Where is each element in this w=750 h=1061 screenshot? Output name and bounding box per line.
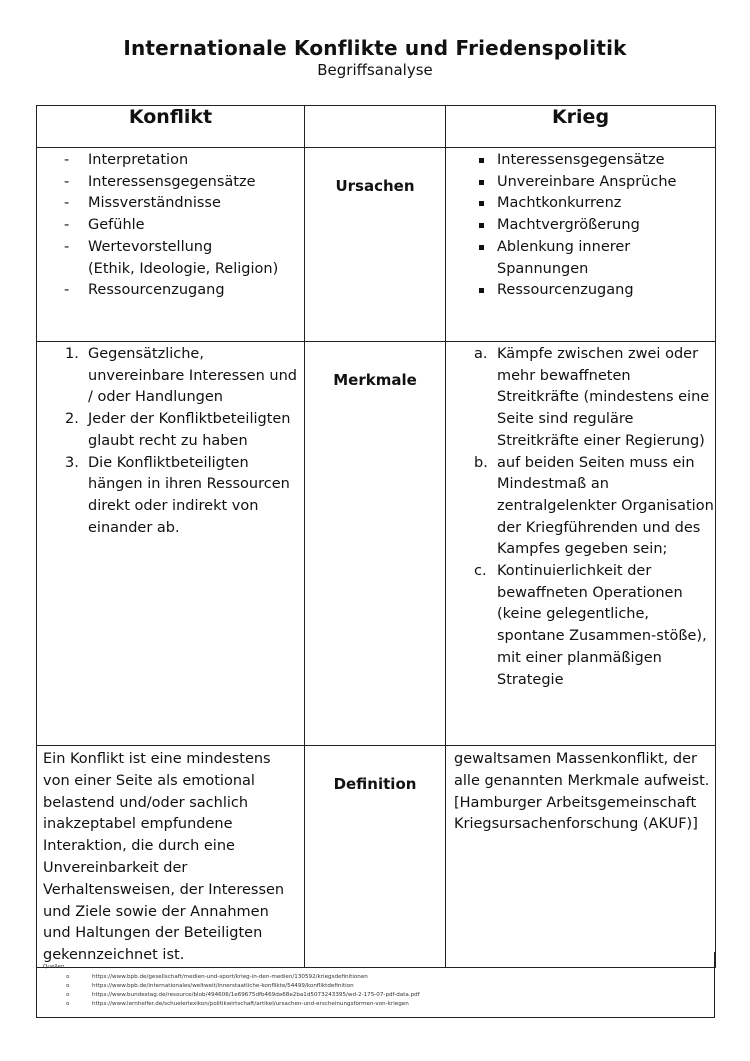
definition-label-cell — [305, 746, 446, 968]
list-item — [37, 453, 304, 540]
list-item — [446, 344, 715, 453]
list-item — [446, 561, 715, 691]
source-bullet: o — [66, 974, 70, 980]
row-label-merkmale: Merkmale — [333, 371, 417, 389]
sources-label: Quellen — [43, 964, 65, 970]
list-marker: a. — [474, 346, 488, 362]
source-link[interactable]: https://www.lernhelfer.de/schuelerlexikon/politikwirtschaft/artikel/ursachen-und-erscheinungsformen-von-kriegen — [92, 1001, 409, 1007]
list-item-text: Jeder der Konfliktbeteiligten glaubt recht zu haben — [88, 411, 291, 449]
source-link[interactable]: https://www.bpb.de/internationales/weltweit/innerstaatliche-konflikte/54499/konfliktdefinition — [92, 983, 354, 989]
source-link[interactable]: https://www.bpb.de/gesellschaft/medien-und-sport/krieg-in-den-medien/130592/kriegsdefinitionen — [92, 974, 368, 980]
list-marker: b. — [474, 454, 488, 471]
definition-konflikt-text: Ein Konflikt ist eine mindestens von einer Seite als emotional belastend und/oder sachlich inakzeptabel empfundene Interaktion, die durch eine Unvereinbarkeit der Verhaltensweisen, der Interessen und Ziele sowie der Annahmen und Haltungen der Beteiligten gekennzeichnet ist. — [43, 751, 285, 964]
list-item — [37, 344, 304, 409]
list-item: - Missverständnisse — [37, 193, 304, 215]
list-item: - Interessensgegensätze — [37, 172, 304, 194]
source-bullet: o — [66, 1001, 70, 1007]
list-item: Interessensgegensätze — [446, 150, 715, 172]
source-link[interactable]: https://www.bundestag.de/resource/blob/494606/1e69675dfb469da68e2ba1d5073243395/wd-2-175-07-pdf-data.pdf — [92, 992, 420, 998]
ursachen-konflikt-list — [37, 150, 304, 302]
row-ursachen — [37, 148, 716, 342]
list-item: Ablenkung innerer Spannungen — [446, 237, 715, 280]
merkmale-konflikt-list — [37, 344, 304, 539]
list-item-text: Gegensätzliche, unvereinbare Interessen und / oder Handlungen — [88, 346, 297, 406]
definition-konflikt-cell — [37, 746, 305, 968]
row-merkmale — [37, 342, 716, 746]
list-item: - Interpretation — [37, 150, 304, 172]
list-item — [37, 237, 304, 280]
source-bullet: o — [66, 992, 70, 998]
list-marker: 2. — [65, 411, 79, 428]
list-item — [37, 409, 304, 452]
sources-box — [36, 952, 715, 1018]
comparison-table — [36, 105, 716, 968]
ursachen-krieg-list — [446, 150, 715, 302]
ursachen-label-cell — [305, 148, 446, 342]
ursachen-konflikt-cell — [37, 148, 305, 342]
merkmale-krieg-list — [446, 344, 715, 691]
ursachen-krieg-cell — [446, 148, 716, 342]
list-item-text: Die Konfliktbeteiligten hängen in ihren Ressourcen direkt oder indirekt von einander ab. — [88, 454, 290, 536]
list-item: Machtvergrößerung — [446, 215, 715, 237]
table-header-row — [37, 106, 716, 148]
row-label-ursachen: Ursachen — [335, 177, 415, 195]
header-krieg: Krieg — [446, 106, 716, 148]
row-label-definition: Definition — [333, 775, 417, 793]
merkmale-label-cell — [305, 342, 446, 746]
list-item: - Gefühle — [37, 215, 304, 237]
list-item-text: Kontinuierlichkeit der bewaffneten Operationen (keine gelegentliche, spontane Zusammen-stöße), mit einer planmäßigen Strategie — [497, 563, 707, 688]
page-title: Internationale Konflikte und Friedenspolitik — [123, 36, 627, 60]
list-marker: 1. — [65, 346, 79, 362]
list-item-continuation: (Ethik, Ideologie, Religion) — [88, 260, 279, 277]
list-item-text: Kämpfe zwischen zwei oder mehr bewaffneten Streitkräfte (mindestens eine Seite sind reguläre Streitkräfte einer Regierung) — [497, 346, 710, 449]
source-bullet: o — [66, 983, 70, 989]
definition-krieg-text: gewaltsamen Massenkonflikt, der alle genannten Merkmale aufweist. [Hamburger Arbeitsgemeinschaft Kriegsursachenforschung (AKUF)] — [454, 751, 710, 833]
definition-krieg-cell — [446, 746, 716, 968]
list-marker: 3. — [65, 454, 79, 471]
list-item: Ressourcenzugang — [446, 280, 715, 302]
row-definition — [37, 746, 716, 968]
list-marker: c. — [474, 563, 487, 580]
list-item: Unvereinbare Ansprüche — [446, 172, 715, 194]
merkmale-krieg-cell — [446, 342, 716, 746]
merkmale-konflikt-cell — [37, 342, 305, 746]
list-item: Machtkonkurrenz — [446, 193, 715, 215]
list-item: - Ressourcenzugang — [37, 280, 304, 302]
list-item-text: Wertevorstellung — [88, 238, 213, 255]
page-subtitle: Begriffsanalyse — [317, 61, 433, 79]
header-konflikt: Konflikt — [37, 106, 305, 148]
header-empty — [305, 106, 446, 148]
list-item — [446, 453, 715, 562]
list-item-text: auf beiden Seiten muss ein Mindestmaß an zentralgelenkter Organisation der Kriegführenden und des Kampfes gegeben sein; — [497, 454, 714, 558]
